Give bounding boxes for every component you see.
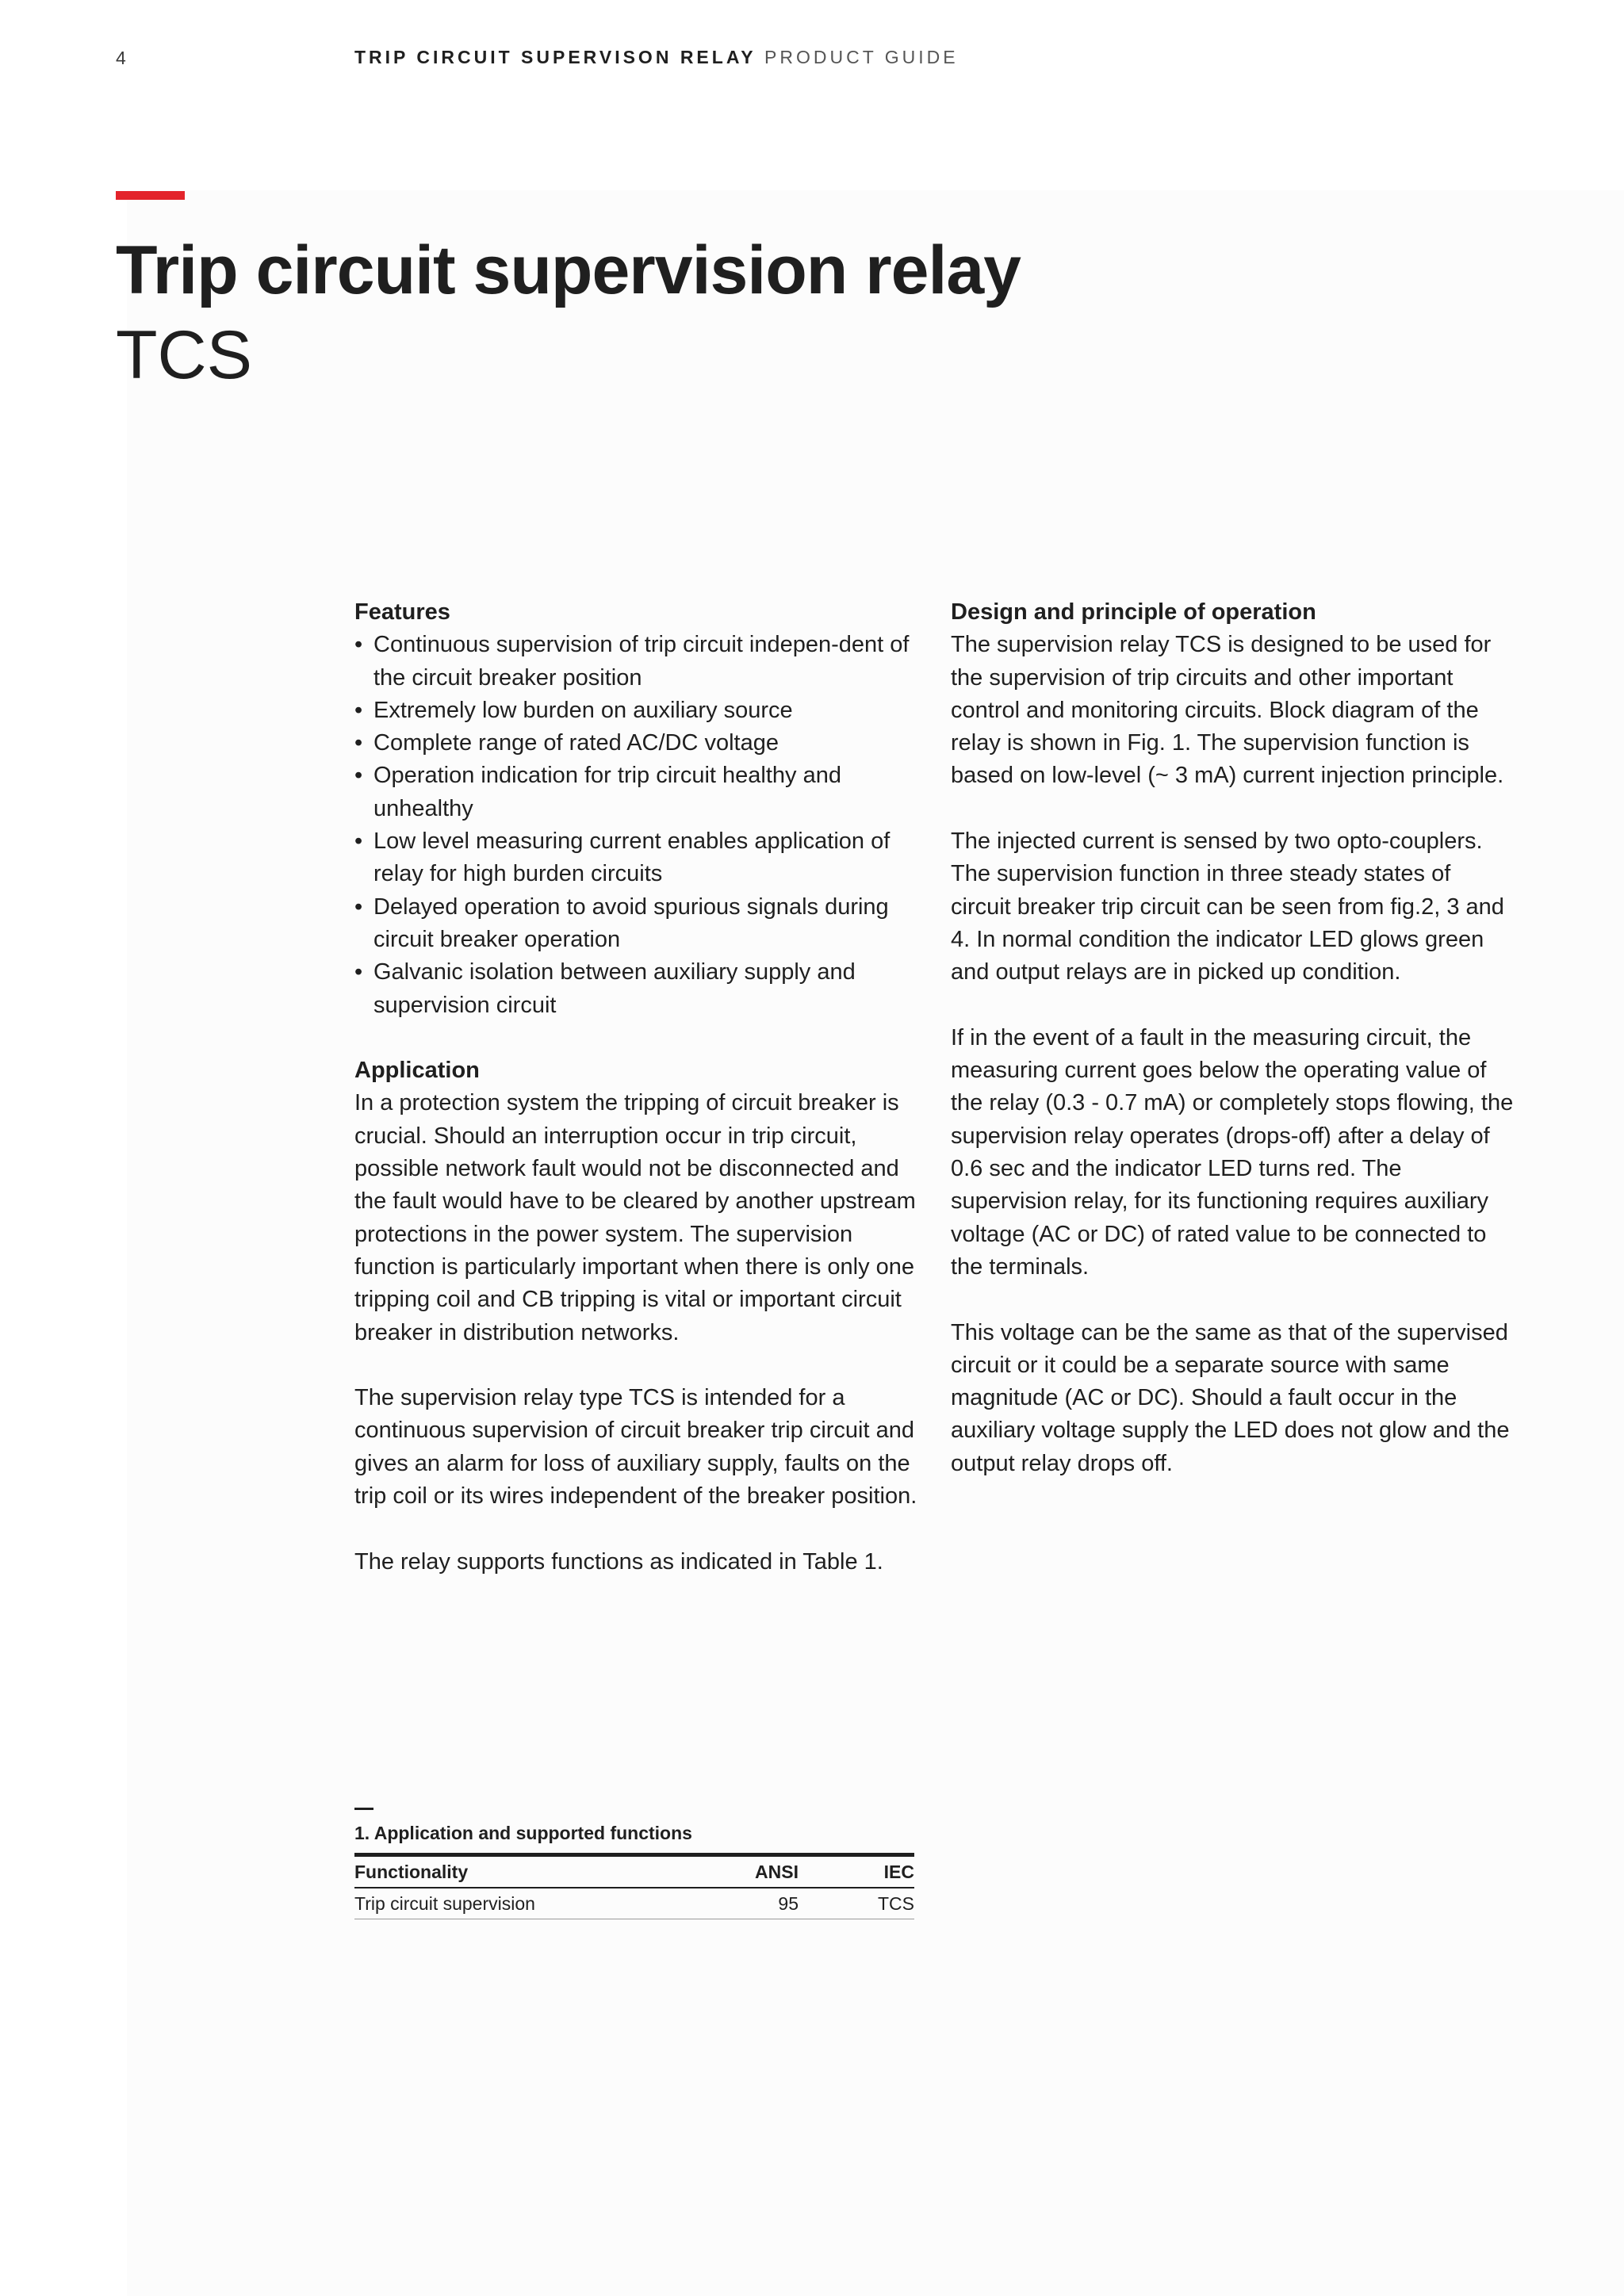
table-caption-dash [354,1808,373,1810]
page-subtitle: TCS [116,317,252,393]
table-row [354,1888,914,1919]
features-item: • Low level measuring current enables application of relay for high burden circuits [354,825,919,891]
table-cell-ansi: 95 [778,1893,799,1914]
right-column [951,596,1515,1480]
accent-bar [116,191,185,200]
application-paragraph: The supervision relay type TCS is intended for a continuous supervision of circuit breaker trip circuit and gives an alarm for loss of auxiliary supply, faults on the trip coil or its wires independent of the breaker position. [354,1385,917,1510]
table-header-iec: IEC [883,1862,914,1882]
table-cell-iec: TCS [878,1893,914,1914]
application-heading: Application [354,1058,480,1084]
design-paragraph: If in the event of a fault in the measuring circuit, the measuring current goes below the operating value of the relay (0.3 - 0.7 mA) or completely stops flowing, the supervision relay operates (drops-off) after a delay of 0.6 sec and the indicator LED turns red. The supervision relay, for its functioning requires auxiliary voltage (AC or DC) of rated value to be connected to the terminals. [951,1024,1514,1280]
page-title: Trip circuit supervision relay [116,232,1021,308]
design-paragraph: The injected current is sensed by two opto-couplers. The supervision function in three steady states of circuit breaker trip circuit can be seen from fig.2, 3 and 4. In normal condition the indicator LED glows green and output relays are in picked up condition. [951,828,1504,985]
page-number: 4 [116,48,127,68]
design-paragraph: This voltage can be the same as that of the supervised circuit or it could be a separate source with same magnitude (AC or DC). Should a fault occur in the auxiliary voltage supply the LED does not glow and the output relay drops off. [951,1319,1510,1476]
features-item: • Delayed operation to avoid spurious signals during circuit breaker operation [354,891,919,957]
application-paragraph: The relay supports functions as indicated in Table 1. [354,1548,883,1575]
application-paragraph: In a protection system the tripping of circuit breaker is crucial. Should an interruption occur in trip circuit, possible network fault would not be disconnected and the fault would have to be cleared by another upstream protections in the power system. The supervision function is particularly important when there is only one tripping coil and CB tripping is vital or important circuit breaker in distribution networks. [354,1090,916,1345]
features-item: • Continuous supervision of trip circuit indepen-dent of the circuit breaker position [354,629,919,695]
running-header [354,47,959,68]
features-item: • Operation indication for trip circuit healthy and unhealthy [354,760,919,825]
design-heading: Design and principle of operation [951,599,1316,625]
running-header-product: TRIP CIRCUIT SUPERVISON RELAY [354,47,756,67]
design-paragraph: The supervision relay TCS is designed to be used for the supervision of trip circuits and other important control and monitoring circuits. Block diagram of the relay is shown in Fig. 1. The supervision function is based on low-level (~ 3 mA) current injection principle. [951,632,1504,789]
features-list [354,629,919,1022]
functions-table [354,1853,914,1919]
running-header-doc-type: PRODUCT GUIDE [764,47,959,67]
functions-table-block [354,1808,914,1919]
table-caption: 1. Application and supported functions [354,1823,692,1843]
features-item: • Extremely low burden on auxiliary source [354,695,919,727]
features-item: • Complete range of rated AC/DC voltage [354,727,919,760]
table-cell-functionality: Trip circuit supervision [354,1893,535,1914]
table-header-ansi: ANSI [755,1862,799,1882]
features-item: • Galvanic isolation between auxiliary supply and supervision circuit [354,956,919,1022]
table-header-row [354,1855,914,1888]
table-header-functionality: Functionality [354,1862,469,1882]
left-column [354,596,919,1578]
features-heading: Features [354,599,450,625]
